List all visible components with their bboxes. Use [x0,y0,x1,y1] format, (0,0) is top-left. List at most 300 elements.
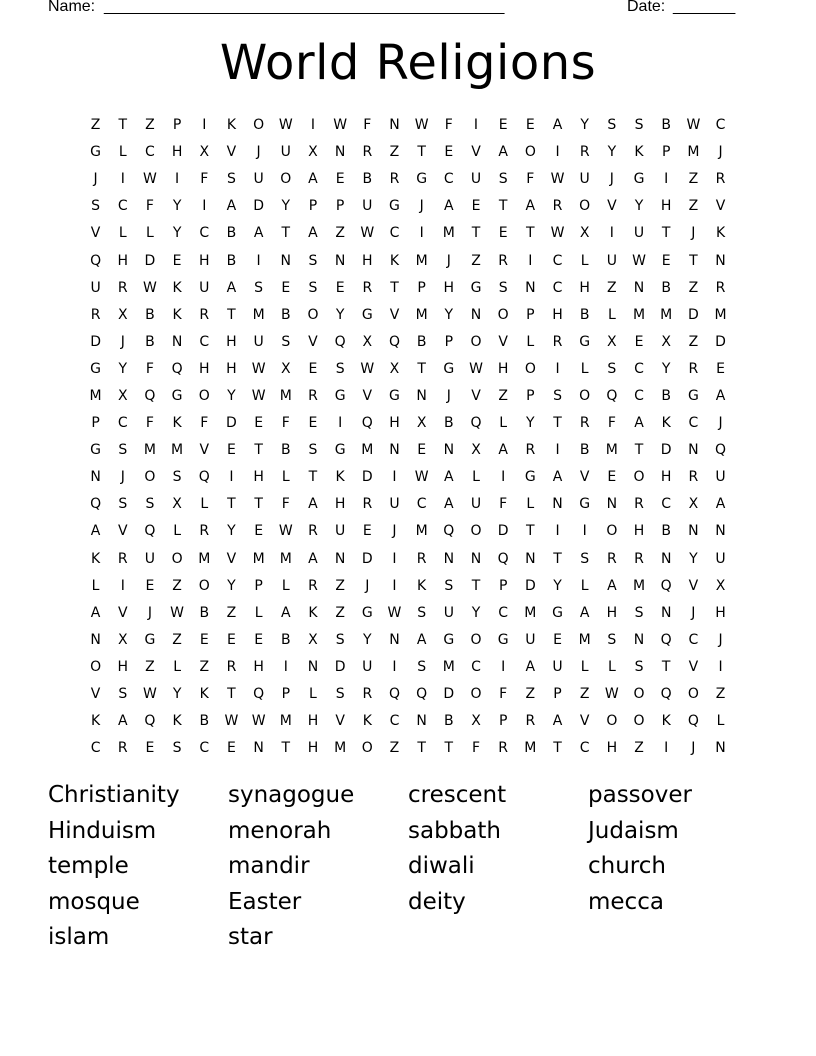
grid-row [82,193,734,220]
grid-letter: V [498,333,508,350]
grid-letter: H [199,252,210,269]
grid-letter: J [147,604,152,621]
grid-letter: S [308,252,318,269]
grid-letter: Q [171,360,183,377]
grid-letter: J [691,740,696,757]
grid-letter: S [607,631,617,648]
grid-letter: W [278,523,293,540]
grid-letter: A [498,144,508,161]
grid-letter: B [444,415,454,432]
grid-letter: T [227,686,236,703]
grid-letter: O [579,387,591,404]
grid-letter: T [417,740,426,757]
grid-letter: C [416,496,427,513]
grid-letter: J [718,415,723,432]
grid-letter: J [256,144,261,161]
grid-row [82,627,734,654]
grid-letter: M [632,577,646,594]
grid-letter: J [446,252,451,269]
grid-letter: Z [471,252,481,269]
grid-letter: H [606,604,618,621]
grid-letter: S [498,171,508,188]
grid-letter: O [144,469,156,486]
grid-letter: D [226,415,237,432]
grid-letter: U [606,252,617,269]
grid-letter: K [90,550,101,567]
grid-letter: G [389,198,400,215]
grid-letter: K [226,117,237,134]
grid-letter: P [526,306,535,323]
grid-letter: M [279,387,292,404]
word-bank-item: mandir [228,853,310,879]
grid-letter: E [254,415,264,432]
grid-letter: R [226,658,237,675]
grid-letter: L [309,686,317,703]
grid-letter: Q [687,713,699,730]
word-bank-item: temple [48,853,129,879]
grid-row [82,464,734,491]
grid-letter: E [607,469,617,486]
grid-letter: G [524,469,536,486]
grid-letter: V [308,333,318,350]
grid-letter: V [579,469,590,486]
grid-letter: L [118,225,127,242]
word-bank-item: islam [48,924,110,950]
grid-letter: H [579,279,590,296]
grid-letter: P [172,117,182,134]
date-label: Date: [627,0,666,15]
grid-letter: Y [172,198,182,215]
grid-letter: N [660,550,672,567]
grid-letter: Z [525,686,536,703]
grid-letter: V [688,658,699,675]
grid-letter: M [198,550,211,567]
grid-letter: O [470,333,482,350]
grid-letter: R [117,740,128,757]
grid-letter: D [144,252,156,269]
grid-letter: E [525,117,535,134]
grid-letter: O [606,713,618,730]
grid-letter: O [307,306,319,323]
grid-letter: C [688,415,699,432]
grid-letter: I [718,658,723,675]
grid-letter: K [634,144,644,161]
grid-letter: W [360,360,375,377]
grid-letter: R [362,496,373,513]
grid-letter: W [143,686,157,703]
grid-letter: A [308,171,318,188]
grid-letter: I [501,469,506,486]
grid-letter: O [497,306,509,323]
grid-letter: U [443,604,454,621]
grid-letter: H [171,144,183,161]
grid-letter: Z [607,279,617,296]
grid-letter: E [444,144,454,161]
grid-letter: G [361,306,373,323]
grid-letter: N [470,306,482,323]
grid-letter: W [550,171,565,188]
grid-letter: Q [497,550,509,567]
grid-letter: M [524,604,537,621]
grid-row [82,247,734,274]
grid-letter: K [199,686,209,703]
grid-letter: T [689,252,698,269]
grid-letter: T [553,740,562,757]
grid-letter: Z [199,658,210,675]
grid-letter: Y [227,577,236,594]
word-bank-item: diwali [408,853,475,879]
grid-letter: T [281,225,291,242]
grid-letter: B [444,713,454,730]
grid-letter: T [227,306,236,323]
grid-letter: J [392,523,397,540]
grid-letter: U [362,658,373,675]
grid-letter: A [308,225,318,242]
word-bank-item: crescent [408,782,507,808]
grid-letter: A [607,577,617,594]
grid-letter: C [552,252,563,269]
grid-letter: O [280,171,292,188]
grid-letter: K [389,252,400,269]
word-bank-item: Hinduism [48,817,157,844]
grid-letter: U [280,144,291,161]
grid-letter: B [280,631,291,648]
grid-letter: P [661,144,671,161]
word-bank-item: mosque [48,888,140,915]
grid-letter: N [334,144,346,161]
grid-letter: J [691,225,696,242]
grid-letter: C [552,279,563,296]
word-bank-item: Christianity [48,782,180,808]
grid-letter: Z [90,117,101,134]
grid-letter: T [471,225,481,242]
grid-letter: B [145,333,155,350]
grid-letter: X [308,631,318,648]
grid-letter: H [497,360,509,377]
grid-letter: E [471,198,481,215]
grid-row [82,708,734,735]
grid-row [82,491,734,518]
grid-letter: E [716,360,725,377]
grid-letter: Z [389,740,400,757]
grid-letter: Y [172,225,182,242]
word-bank-item: Easter [228,888,302,915]
grid-letter: W [387,604,402,621]
grid-letter: D [443,686,455,703]
grid-letter: J [419,198,424,215]
grid-letter: E [281,279,291,296]
letter-grid [82,112,734,762]
grid-letter: N [389,442,400,459]
grid-letter: I [555,144,560,161]
grid-letter: J [446,387,451,404]
word-bank-item: deity [408,888,466,915]
grid-letter: R [498,740,509,757]
grid-letter: Z [688,171,699,188]
grid-letter: A [444,469,454,486]
grid-letter: A [715,387,726,404]
grid-letter: L [607,658,616,675]
grid-letter: I [392,658,397,675]
grid-letter: M [714,306,727,323]
grid-letter: K [335,469,345,486]
grid-letter: Z [172,631,182,648]
grid-letter: A [444,198,454,215]
grid-letter: D [90,333,101,350]
grid-letter: E [254,523,264,540]
grid-letter: E [227,631,236,648]
grid-letter: R [308,577,318,594]
grid-letter: G [579,333,591,350]
grid-letter: E [145,577,155,594]
grid-letter: L [526,333,535,350]
grid-letter: Y [634,198,644,215]
grid-letter: W [224,713,239,730]
grid-letter: R [90,306,101,323]
grid-letter: G [171,387,183,404]
grid-letter: P [526,387,535,404]
date-blank: _______ [673,0,736,15]
grid-letter: V [90,225,101,242]
grid-letter: U [552,658,563,675]
grid-letter: L [472,469,480,486]
grid-letter: P [308,198,318,215]
grid-letter: G [361,604,373,621]
grid-letter: O [361,740,373,757]
grid-letter: B [145,306,155,323]
grid-letter: E [254,631,264,648]
grid-letter: G [334,387,346,404]
grid-letter: X [471,713,481,730]
grid-letter: T [390,279,399,296]
grid-letter: U [633,225,645,242]
grid-letter: N [688,523,699,540]
grid-letter: U [144,550,156,567]
grid-letter: K [172,306,182,323]
grid-letter: M [687,144,700,161]
grid-letter: Q [388,686,400,703]
grid-letter: G [443,360,455,377]
grid-letter: R [579,415,590,432]
grid-letter: T [308,469,318,486]
grid-letter: F [444,117,453,134]
grid-letter: O [253,117,265,134]
grid-letter: U [335,523,346,540]
grid-letter: H [443,279,455,296]
grid-letter: H [334,496,346,513]
grid-letter: F [363,117,372,134]
grid-letter: H [199,360,210,377]
grid-letter: P [281,686,291,703]
grid-letter: A [525,198,536,215]
grid-letter: S [417,658,427,675]
word-bank-item: star [228,924,273,950]
grid-letter: Y [281,198,291,215]
grid-letter: O [470,631,482,648]
grid-letter: D [361,550,373,567]
grid-letter: C [90,740,101,757]
grid-letter: Z [688,279,699,296]
grid-letter: F [145,360,154,377]
grid-letter: J [93,171,98,188]
grid-letter: I [392,577,397,594]
grid-letter: A [308,550,318,567]
grid-letter: Q [416,686,428,703]
grid-row [82,275,734,302]
grid-letter: L [580,360,589,377]
grid-letter: I [555,442,560,459]
grid-letter: H [606,740,618,757]
grid-letter: C [579,740,590,757]
grid-letter: L [499,415,508,432]
grid-letter: A [579,604,590,621]
grid-letter: R [199,306,210,323]
grid-letter: S [607,117,617,134]
grid-letter: M [415,252,428,269]
grid-letter: Y [580,117,589,134]
grid-letter: T [227,496,236,513]
grid-letter: E [308,360,318,377]
grid-letter: D [687,306,699,323]
grid-letter: A [498,442,508,459]
grid-letter: V [90,686,101,703]
grid-letter: R [389,171,400,188]
grid-letter: P [498,713,508,730]
grid-letter: X [117,631,128,648]
grid-letter: Z [335,604,345,621]
grid-letter: N [443,550,455,567]
grid-letter: A [715,496,726,513]
grid-letter: T [281,740,291,757]
grid-letter: S [145,496,155,513]
grid-letter: A [253,225,264,242]
grid-letter: H [389,415,400,432]
grid-letter: O [633,469,645,486]
grid-letter: N [443,442,455,459]
grid-row [82,112,734,139]
grid-letter: F [499,686,508,703]
grid-letter: G [470,279,482,296]
grid-letter: Q [715,442,727,459]
grid-row [82,600,734,627]
grid-letter: G [144,631,156,648]
grid-letter: V [117,604,128,621]
grid-letter: E [335,171,345,188]
grid-letter: Y [689,550,698,567]
grid-letter: O [198,577,210,594]
grid-row [82,302,734,329]
grid-letter: K [172,279,182,296]
grid-letter: H [226,360,237,377]
grid-letter: W [469,360,483,377]
grid-letter: B [199,604,210,621]
grid-letter: O [579,198,591,215]
grid-letter: R [362,686,373,703]
grid-letter: U [199,279,210,296]
grid-letter: W [333,117,348,134]
grid-letter: X [661,333,671,350]
grid-letter: C [117,415,128,432]
grid-letter: L [200,496,209,513]
grid-letter: Q [144,713,156,730]
grid-letter: W [550,225,565,242]
grid-letter: R [498,252,509,269]
grid-letter: Y [172,686,182,703]
grid-letter: Z [335,225,345,242]
grid-letter: C [389,713,400,730]
grid-letter: U [470,496,482,513]
grid-letter: R [117,550,128,567]
grid-letter: N [171,333,183,350]
grid-letter: X [280,360,291,377]
grid-letter: H [660,469,672,486]
grid-letter: C [199,740,210,757]
grid-row [82,573,734,600]
grid-letter: Q [660,577,672,594]
grid-letter: S [553,387,562,404]
grid-letter: N [307,658,319,675]
grid-letter: U [579,171,590,188]
grid-letter: A [226,198,237,215]
grid-letter: F [200,171,209,188]
grid-letter: N [633,631,645,648]
grid-letter: R [416,550,427,567]
grid-letter: Z [688,333,699,350]
grid-letter: V [199,442,210,459]
grid-letter: A [634,415,644,432]
grid-letter: B [661,279,671,296]
grid-row [82,410,734,437]
grid-letter: R [308,523,318,540]
grid-letter: U [90,279,101,296]
grid-letter: R [362,144,373,161]
word-bank-item: passover [588,782,692,808]
grid-letter: M [361,442,374,459]
grid-letter: W [632,252,646,269]
grid-row [82,437,734,464]
grid-letter: I [419,225,424,242]
grid-letter: C [389,225,400,242]
grid-letter: X [416,415,427,432]
grid-letter: P [417,279,426,296]
grid-letter: V [226,550,237,567]
grid-letter: C [661,496,672,513]
grid-letter: F [145,415,154,432]
name-blank: _____________________________________________ [104,0,505,15]
grid-row [82,220,734,247]
grid-letter: Q [388,333,400,350]
grid-letter: O [470,523,482,540]
grid-letter: L [118,144,127,161]
grid-letter: L [716,713,725,730]
grid-letter: Z [335,577,345,594]
grid-letter: I [392,550,397,567]
grid-letter: L [281,577,290,594]
grid-letter: F [200,415,209,432]
grid-letter: L [146,225,154,242]
grid-letter: B [579,306,590,323]
grid-letter: H [362,252,373,269]
grid-letter: N [416,713,427,730]
grid-letter: E [417,442,427,459]
grid-letter: R [715,171,726,188]
grid-letter: X [607,333,617,350]
grid-letter: E [498,225,508,242]
grid-letter: R [606,550,617,567]
grid-letter: Z [226,604,237,621]
grid-letter: A [552,117,563,134]
grid-letter: X [117,387,128,404]
